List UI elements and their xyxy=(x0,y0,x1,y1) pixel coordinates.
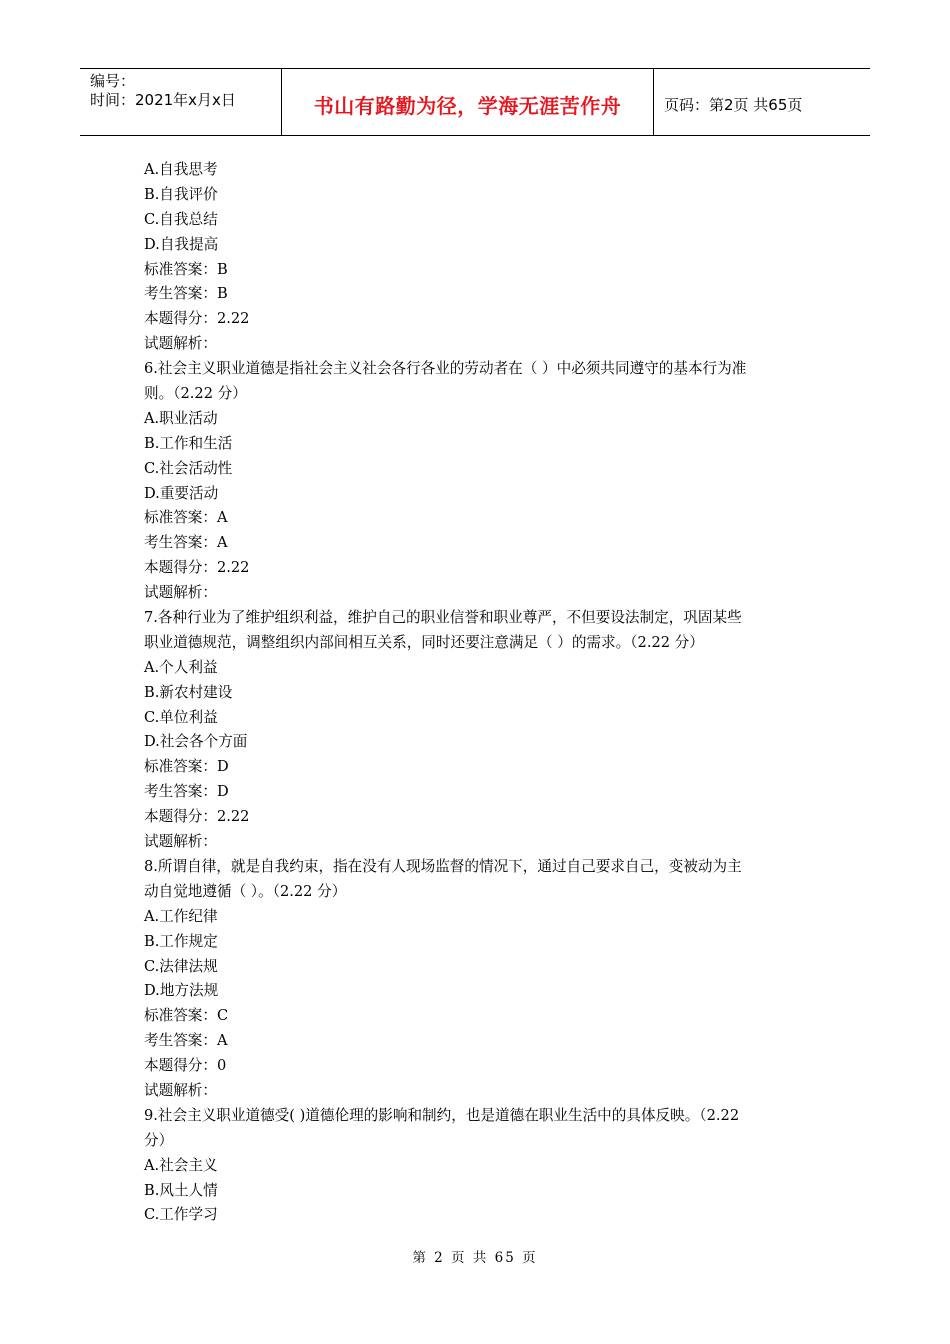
content-line: B.自我评价 xyxy=(144,185,218,203)
content-line: A.个人利益 xyxy=(144,658,218,676)
content-line: C.自我总结 xyxy=(144,210,218,228)
content-line: 8.所谓自律，就是自我约束，指在没有人现场监督的情况下，通过自己要求自己，变被动为主 xyxy=(144,857,742,875)
content-line: 标准答案：A xyxy=(144,509,228,527)
content-line: 标准答案：D xyxy=(144,758,229,776)
number-label: 编号： xyxy=(90,72,136,90)
content-line: 职业道德规范，调整组织内部间相互关系，同时还要注意满足（ ）的需求。（2.22 分） xyxy=(144,633,704,651)
content-line: 试题解析： xyxy=(144,1081,217,1099)
content-line: 7.各种行业为了维护组织利益，维护自己的职业信誉和职业尊严，不但要设法制定，巩固某些 xyxy=(144,609,742,627)
content-line: A.自我思考 xyxy=(144,161,218,178)
content-line: D.重要活动 xyxy=(144,484,219,502)
header-meta-cell xyxy=(80,69,282,135)
header-motto-cell xyxy=(282,69,654,135)
content-line: B.新农村建设 xyxy=(144,683,233,701)
content-line: 本题得分：2.22 xyxy=(144,310,250,328)
content-line: 考生答案：D xyxy=(144,783,229,801)
content-line: 标准答案：C xyxy=(144,1007,229,1025)
content-line: 考生答案：B xyxy=(144,285,228,303)
content-line: 本题得分：0 xyxy=(144,1057,227,1075)
content-line: D.社会各个方面 xyxy=(144,733,248,751)
page-header xyxy=(80,68,870,136)
content-line: C.社会活动性 xyxy=(144,459,233,477)
page-footer xyxy=(0,1246,950,1266)
content-line: 本题得分：2.22 xyxy=(144,559,250,577)
content-line: A.社会主义 xyxy=(144,1156,218,1174)
content-line: 考生答案：A xyxy=(144,1032,228,1050)
content-line: 9.社会主义职业道德受( )道德伦理的影响和制约，也是道德在职业生活中的具体反映。（2.22 xyxy=(144,1106,740,1124)
footer-page-number: 第 2 页 共 65 页 xyxy=(412,1250,538,1266)
content-line: 考生答案：A xyxy=(144,534,228,552)
page-info: 页码：第2页 共65页 xyxy=(664,95,803,114)
content-line: 分） xyxy=(144,1131,174,1149)
content-line: D.地方法规 xyxy=(144,982,219,1000)
content-line: A.职业活动 xyxy=(144,409,218,427)
content-line: C.法律法规 xyxy=(144,957,218,975)
content-line: B.风土人情 xyxy=(144,1181,218,1199)
content-line: 则。（2.22 分） xyxy=(144,385,247,403)
content-line: 试题解析： xyxy=(144,335,217,353)
exam-content xyxy=(144,158,814,1228)
content-line: C.单位利益 xyxy=(144,708,218,726)
content-line: 本题得分：2.22 xyxy=(144,808,250,826)
time-label: 时间：2021年x月x日 xyxy=(90,91,236,109)
content-line: C.工作学习 xyxy=(144,1206,218,1224)
content-line: B.工作和生活 xyxy=(144,434,233,452)
content-line: 动自觉地遵循（ ）。（2.22 分） xyxy=(144,882,347,900)
content-line: 试题解析： xyxy=(144,584,217,602)
content-line: 标准答案：B xyxy=(144,260,228,278)
content-line: 6.社会主义职业道德是指社会主义社会各行各业的劳动者在（ ）中必须共同遵守的基本行为准 xyxy=(144,360,747,378)
content-line: A.工作纪律 xyxy=(144,907,218,925)
content-line: D.自我提高 xyxy=(144,235,219,253)
motto: 书山有路勤为径，学海无涯苦作舟 xyxy=(313,93,622,118)
content-line: 试题解析： xyxy=(144,833,217,851)
header-page-cell xyxy=(654,69,870,135)
content-line: B.工作规定 xyxy=(144,932,218,950)
